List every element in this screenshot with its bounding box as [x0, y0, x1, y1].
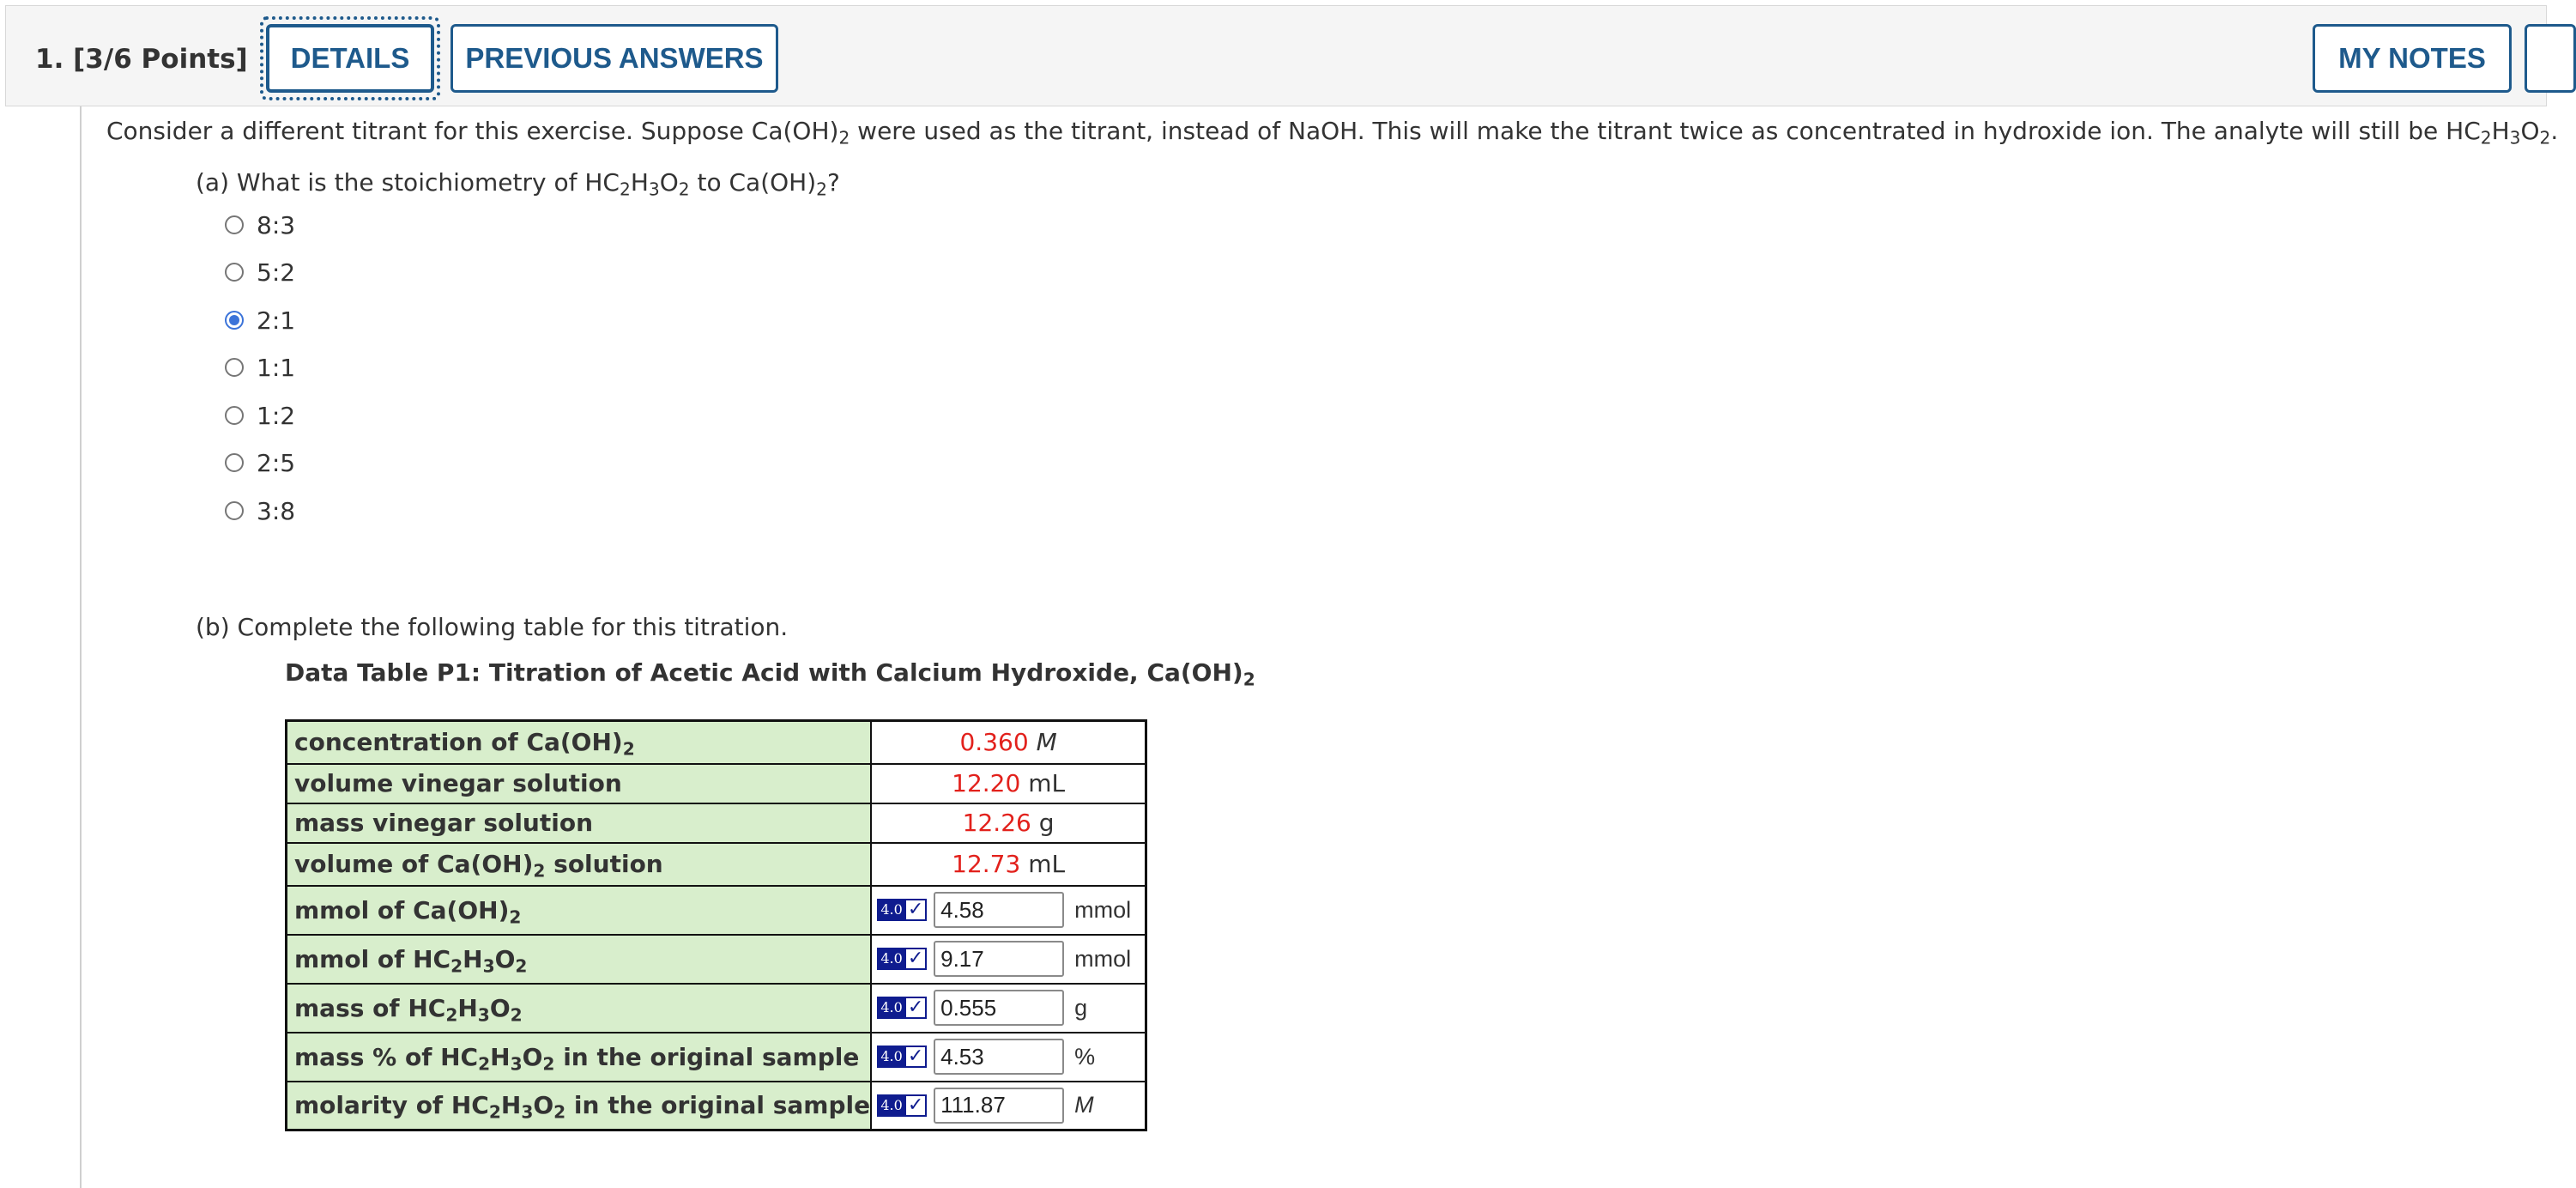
answer-cell: 4.0 ✓ 0.555 g — [871, 984, 1146, 1033]
table-row — [287, 721, 1146, 764]
data-table-title: Data Table P1: Titration of Acetic Acid with Calcium Hydroxide, $Ca(OH)_2$ — [285, 658, 1255, 690]
table-row — [287, 984, 1146, 1033]
table-row — [287, 764, 1146, 803]
radio-button[interactable] — [225, 501, 244, 520]
radio-button[interactable] — [225, 406, 244, 425]
row-label: mass vinegar solution — [287, 803, 872, 843]
option-label: 1:1 — [257, 353, 296, 382]
question-header — [5, 5, 2547, 106]
option-8-3[interactable] — [225, 209, 295, 240]
table-row — [287, 935, 1146, 984]
option-5-2[interactable] — [225, 257, 295, 288]
checkmark-icon: ✓ — [904, 948, 927, 970]
answer-cell: 4.0 ✓ 9.17 mmol — [871, 935, 1146, 984]
overflow-button[interactable] — [2525, 24, 2576, 93]
table-row — [287, 843, 1146, 886]
option-label: 1:2 — [257, 401, 296, 430]
row-label: molarity of $HC_2H_3O_2$ in the original sample — [287, 1082, 872, 1130]
table-row — [287, 803, 1146, 843]
row-label: volume of $Ca(OH)_2$ solution — [287, 843, 872, 886]
row-label: volume vinegar solution — [287, 764, 872, 803]
row-label: mmol of $Ca(OH)_2$ — [287, 886, 872, 935]
answer-cell: 4.0 ✓ 4.58 mmol — [871, 886, 1146, 935]
version-badge-icon: 4.0 — [877, 1046, 906, 1068]
option-2-1[interactable] — [225, 305, 295, 336]
row-value: 12.26 g — [871, 803, 1146, 843]
option-2-5[interactable] — [225, 447, 295, 478]
option-label: 3:8 — [257, 496, 296, 525]
version-badge-icon: 4.0 — [877, 1094, 906, 1117]
content-left-rule — [80, 106, 82, 1188]
my-notes-button[interactable]: MY NOTES — [2313, 24, 2512, 93]
version-badge-icon: 4.0 — [877, 997, 906, 1019]
radio-button[interactable] — [225, 263, 244, 282]
row-label: mass of $HC_2H_3O_2$ — [287, 984, 872, 1033]
checkmark-icon: ✓ — [904, 997, 927, 1019]
row-value: 12.20 mL — [871, 764, 1146, 803]
radio-button[interactable] — [225, 215, 244, 234]
row-value: 0.360 M — [871, 721, 1146, 764]
question-number-points: 1. [3/6 Points] — [35, 44, 248, 75]
data-table-p1 — [285, 719, 1147, 1131]
row-label: mmol of $HC_2H_3O_2$ — [287, 935, 872, 984]
version-badge-icon: 4.0 — [877, 899, 906, 921]
radio-button[interactable] — [225, 358, 244, 377]
row-label: mass % of $HC_2H_3O_2$ in the original sample — [287, 1033, 872, 1082]
table-row — [287, 1033, 1146, 1082]
previous-answers-button[interactable]: PREVIOUS ANSWERS — [450, 24, 778, 93]
table-row — [287, 886, 1146, 935]
option-label: 2:1 — [257, 306, 296, 335]
row-value: 12.73 mL — [871, 843, 1146, 886]
part-a-prompt: (a) What is the stoichiometry of $HC_2H_3O_2$ to $Ca(OH)_2$? — [196, 168, 840, 200]
answer-input-mmol-acid[interactable] — [934, 941, 1064, 977]
option-1-2[interactable] — [225, 400, 295, 431]
question-intro: Consider a different titrant for this exercise. Suppose $Ca(OH)_2$ were used as the titrant, instead of NaOH. This will make the titrant twice as concentrated in hydroxide ion. The analyte will still be $HC_2H_3O_2$. — [106, 117, 2559, 148]
answer-input-mmol-caoh2[interactable] — [934, 892, 1064, 928]
option-label: 2:5 — [257, 448, 296, 477]
option-label: 8:3 — [257, 210, 296, 239]
answer-cell: 4.0 ✓ 111.87 M — [871, 1082, 1146, 1130]
answer-input-mass-acid[interactable] — [934, 990, 1064, 1026]
radio-button[interactable] — [225, 453, 244, 472]
checkmark-icon: ✓ — [904, 1094, 927, 1117]
checkmark-icon: ✓ — [904, 1046, 927, 1068]
checkmark-icon: ✓ — [904, 899, 927, 921]
table-row — [287, 1082, 1146, 1130]
option-label: 5:2 — [257, 258, 296, 287]
option-1-1[interactable] — [225, 352, 295, 383]
answer-cell: 4.0 ✓ 4.53 % — [871, 1033, 1146, 1082]
answer-input-molarity[interactable] — [934, 1088, 1064, 1124]
option-3-8[interactable] — [225, 495, 295, 526]
details-button[interactable]: DETAILS — [266, 24, 434, 93]
radio-button-selected[interactable] — [225, 311, 244, 330]
row-label: concentration of $Ca(OH)_2$ — [287, 721, 872, 764]
part-b-prompt: (b) Complete the following table for this titration. — [196, 613, 789, 641]
version-badge-icon: 4.0 — [877, 948, 906, 970]
answer-input-mass-percent[interactable] — [934, 1039, 1064, 1075]
